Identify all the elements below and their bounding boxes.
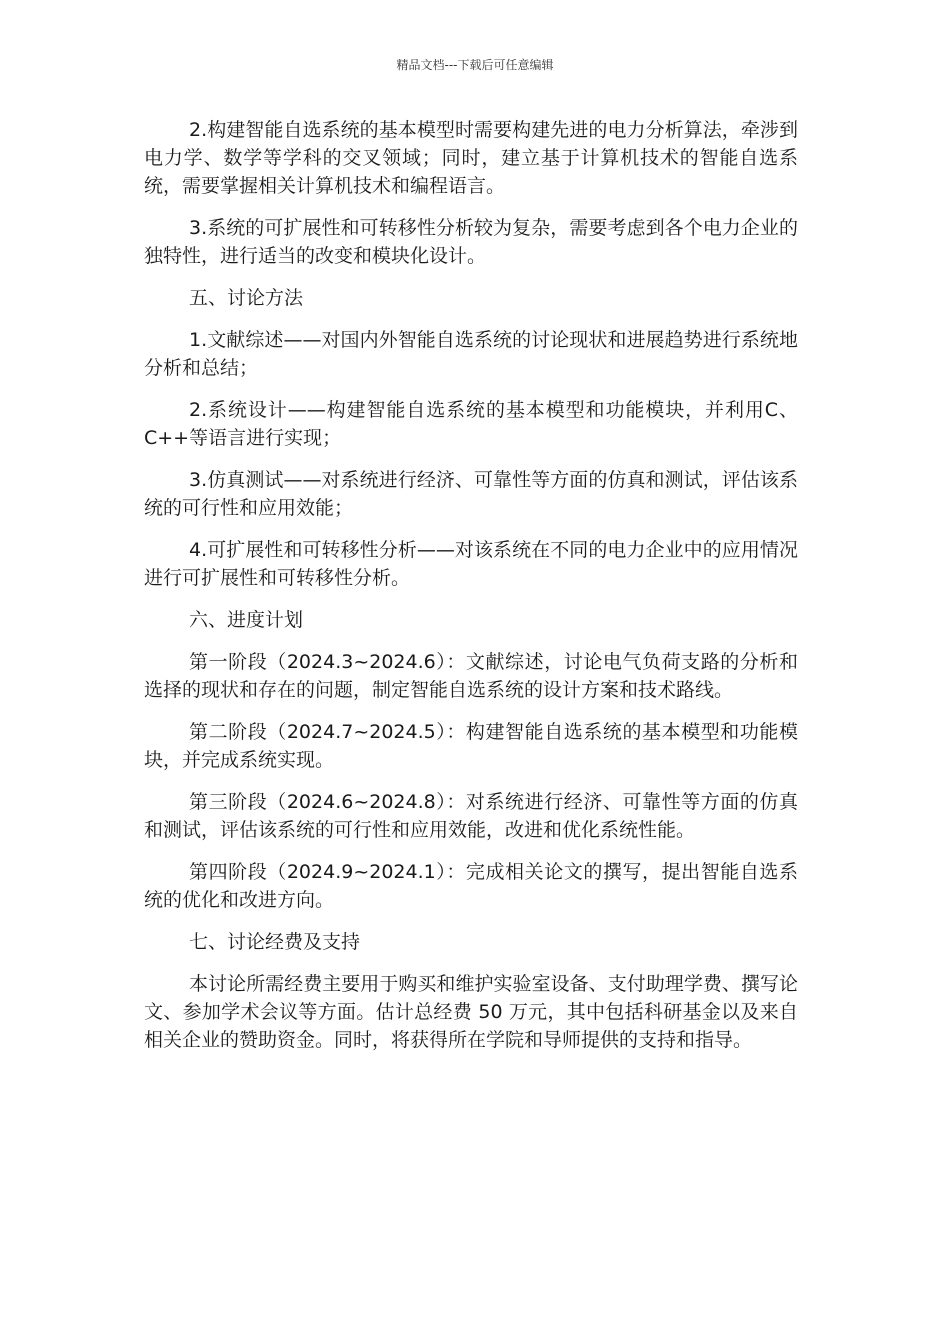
paragraph-stage-3: 第三阶段（2024.6~2024.8）：对系统进行经济、可靠性等方面的仿真和测试，评估该系统的可行性和应用效能，改进和优化系统性能。: [144, 791, 798, 841]
paragraph-difficulty-2: 2.构建智能自选系统的基本模型时需要构建先进的电力分析算法，牵涉到电力学、数学等学科的交叉领域；同时，建立基于计算机技术的智能自选系统，需要掌握相关计算机技术和编程语言。: [144, 119, 798, 197]
paragraph-method-1: 1.文献综述——对国内外智能自选系统的讨论现状和进展趋势进行系统地分析和总结；: [144, 329, 798, 379]
paragraph-funding: 本讨论所需经费主要用于购买和维护实验室设备、支付助理学费、撰写论文、参加学术会议等方面。估计总经费 50 万元，其中包括科研基金以及来自相关企业的赞助资金。同时，将获得所在学院和导师提供的支持和指导。: [144, 973, 798, 1051]
section-heading-methods: 五、讨论方法: [189, 287, 304, 309]
paragraph-stage-4: 第四阶段（2024.9~2024.1）：完成相关论文的撰写，提出智能自选系统的优化和改进方向。: [144, 861, 798, 911]
document-body: [144, 116, 798, 1068]
paragraph-method-4: 4.可扩展性和可转移性分析——对该系统在不同的电力企业中的应用情况进行可扩展性和可转移性分析。: [144, 539, 798, 589]
paragraph-method-2: 2.系统设计——构建智能自选系统的基本模型和功能模块，并利用C、C++等语言进行实现；: [144, 399, 798, 449]
paragraph-stage-1: 第一阶段（2024.3~2024.6）：文献综述，讨论电气负荷支路的分析和选择的现状和存在的问题，制定智能自选系统的设计方案和技术路线。: [144, 651, 798, 701]
paragraph-difficulty-3: 3.系统的可扩展性和可转移性分析较为复杂，需要考虑到各个电力企业的独特性，进行适当的改变和模块化设计。: [144, 217, 798, 267]
paragraph-method-3: 3.仿真测试——对系统进行经济、可靠性等方面的仿真和测试，评估该系统的可行性和应用效能；: [144, 469, 798, 519]
section-heading-funding: 七、讨论经费及支持: [189, 931, 361, 953]
page-header: 精品文档---下载后可任意编辑: [396, 58, 554, 72]
section-heading-schedule: 六、进度计划: [189, 609, 304, 631]
paragraph-stage-2: 第二阶段（2024.7~2024.5）：构建智能自选系统的基本模型和功能模块，并完成系统实现。: [144, 721, 798, 771]
